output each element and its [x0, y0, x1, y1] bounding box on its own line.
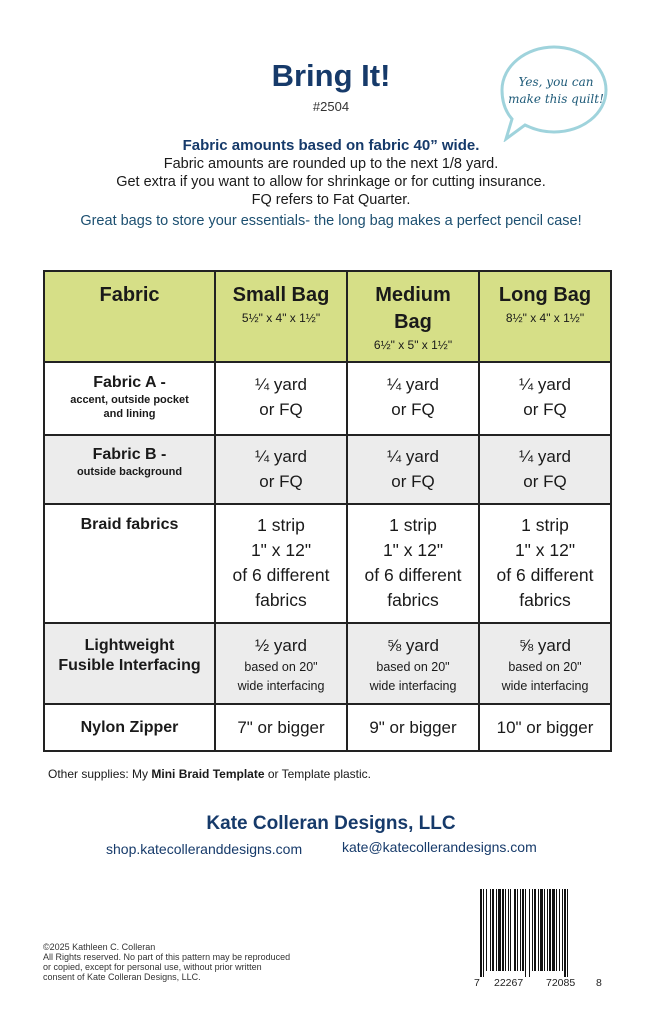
fabric-a-name: Fabric A -: [93, 374, 166, 392]
cell-line: 1 strip: [389, 514, 437, 535]
cell-line: based on 20": [508, 660, 582, 675]
barcode-group1: 22267: [494, 977, 524, 989]
fabric-width-note: Fabric amounts based on fabric 40” wide.: [182, 137, 480, 154]
cell-line: ⅝ yard: [519, 636, 571, 656]
copyright-line: All Rights reserved. No part of this pattern may be reproduced: [43, 952, 291, 962]
cell-line: ¼ yard: [255, 375, 307, 395]
cell-line: wide interfacing: [501, 679, 589, 694]
medium-bag-dimensions: 6½" x 5" x 1½": [373, 338, 453, 352]
fat-quarter-note: FQ refers to Fat Quarter.: [251, 192, 411, 208]
braid-medium-cell: [347, 504, 479, 623]
bubble-text-line1: Yes, you can: [518, 75, 594, 89]
cell-line: ¼ yard: [519, 447, 571, 467]
fabric-a-small-cell: [215, 362, 347, 435]
cell-line: ⅝ yard: [387, 636, 439, 656]
speech-bubble: [498, 44, 610, 142]
header-cell-small-bag: [215, 271, 347, 362]
table-row-fabric-b: [44, 435, 611, 504]
copyright-block: [43, 942, 343, 982]
extra-fabric-note: Get extra if you want to allow for shrinkage or for cutting insurance.: [116, 174, 546, 190]
cell-line: ¼ yard: [387, 447, 439, 467]
rounding-note: Fabric amounts are rounded up to the next 1/8 yard.: [163, 156, 499, 172]
page-title: Bring It!: [271, 58, 391, 93]
bubble-text-line2: make this quilt!: [508, 92, 604, 106]
header-cell-medium-bag: [347, 271, 479, 362]
header-cell-fabric: [44, 271, 215, 362]
fabric-b-small-cell: [215, 435, 347, 504]
other-supplies-suffix: or Template plastic.: [264, 767, 372, 781]
fabric-notes: [0, 136, 662, 209]
zipper-medium-cell: [347, 704, 479, 751]
cell-line: 1 strip: [257, 514, 305, 535]
cell-line: of 6 different: [496, 564, 594, 585]
cell-line: ¼ yard: [519, 375, 571, 395]
interfacing-long-cell: [479, 623, 611, 704]
header-medium-bag-label-line1: Medium: [375, 284, 451, 306]
barcode-icon: [474, 889, 604, 977]
cell-line: or FQ: [391, 400, 435, 420]
fabric-a-medium-cell: [347, 362, 479, 435]
barcode-digit-first: 7: [474, 977, 480, 989]
cell-line: 9" or bigger: [369, 718, 457, 738]
cell-line: fabrics: [387, 589, 439, 610]
header-fabric-label: Fabric: [99, 284, 160, 306]
cell-line: of 6 different: [364, 564, 462, 585]
fabric-b-sub: outside background: [76, 466, 183, 479]
table-row-zipper: [44, 704, 611, 751]
cell-line: or FQ: [259, 400, 303, 420]
table-row-fabric-a: [44, 362, 611, 435]
cell-line: ½ yard: [255, 636, 307, 656]
cell-line: based on 20": [244, 660, 318, 675]
fabric-b-name: Fabric B -: [92, 446, 167, 464]
braid-small-cell: [215, 504, 347, 623]
pattern-number: #2504: [312, 99, 350, 114]
barcode: [474, 889, 604, 994]
copyright-line: consent of Kate Colleran Designs, LLC.: [43, 972, 201, 982]
other-supplies-prefix: Other supplies: My: [48, 767, 152, 781]
cell-line: 1" x 12": [514, 539, 576, 560]
barcode-digit-last: 8: [596, 977, 602, 989]
cell-line: or FQ: [523, 400, 567, 420]
header-medium-bag-label-line2: Bag: [394, 311, 432, 333]
table-row-braid-fabrics: [44, 504, 611, 623]
interfacing-small-cell: [215, 623, 347, 704]
braid-long-cell: [479, 504, 611, 623]
cell-line: 7" or bigger: [237, 718, 325, 738]
zipper-name-cell: [44, 704, 215, 751]
cell-line: or FQ: [259, 472, 303, 492]
braid-fabrics-name: Braid fabrics: [80, 515, 179, 533]
email-link[interactable]: kate@katecollerandesigns.com: [342, 839, 537, 855]
shop-link[interactable]: shop.katecolleranddesigns.com: [106, 841, 303, 857]
cell-line: or FQ: [523, 472, 567, 492]
zipper-small-cell: [215, 704, 347, 751]
cell-line: ¼ yard: [255, 447, 307, 467]
other-supplies: [48, 767, 371, 781]
fabric-b-name-cell: [44, 435, 215, 504]
interfacing-name-line2: Fusible Interfacing: [58, 657, 201, 675]
cell-line: 1" x 12": [382, 539, 444, 560]
cell-line: ¼ yard: [387, 375, 439, 395]
fabric-requirements-table: [43, 270, 612, 752]
company-name: Kate Colleran Designs, LLC: [206, 813, 456, 834]
fabric-b-long-cell: [479, 435, 611, 504]
cell-line: wide interfacing: [369, 679, 457, 694]
cell-line: based on 20": [376, 660, 450, 675]
barcode-digits: [474, 977, 604, 993]
cell-line: fabrics: [519, 589, 571, 610]
barcode-group2: 72085: [546, 977, 576, 989]
cell-line: or FQ: [391, 472, 435, 492]
braid-name-cell: [44, 504, 215, 623]
interfacing-name-cell: [44, 623, 215, 704]
long-bag-dimensions: 8½" x 4" x 1½": [505, 311, 585, 325]
small-bag-dimensions: 5½" x 4" x 1½": [241, 311, 321, 325]
header-long-bag-label: Long Bag: [498, 284, 592, 306]
copyright-line: or copied, except for personal use, without prior written: [43, 962, 262, 972]
tagline: Great bags to store your essentials- the long bag makes a perfect pencil case!: [80, 213, 582, 229]
cell-line: 1 strip: [521, 514, 569, 535]
table-header-row: [44, 271, 611, 362]
fabric-a-name-cell: [44, 362, 215, 435]
cell-line: wide interfacing: [237, 679, 325, 694]
fabric-a-sub-line1: accent, outside pocket: [70, 394, 189, 407]
zipper-name: Nylon Zipper: [80, 718, 179, 736]
table-row-interfacing: [44, 623, 611, 704]
cell-line: fabrics: [255, 589, 307, 610]
cell-line: 10" or bigger: [496, 718, 594, 738]
mini-braid-template-label: Mini Braid Template: [151, 767, 265, 781]
fabric-a-sub-line2: and lining: [103, 408, 156, 421]
interfacing-name-line1: Lightweight: [84, 637, 175, 655]
cell-line: of 6 different: [232, 564, 330, 585]
fabric-b-medium-cell: [347, 435, 479, 504]
interfacing-medium-cell: [347, 623, 479, 704]
header-small-bag-label: Small Bag: [232, 284, 330, 306]
copyright-line: ©2025 Kathleen C. Colleran: [43, 942, 156, 952]
zipper-long-cell: [479, 704, 611, 751]
cell-line: 1" x 12": [250, 539, 312, 560]
fabric-a-long-cell: [479, 362, 611, 435]
header-cell-long-bag: [479, 271, 611, 362]
